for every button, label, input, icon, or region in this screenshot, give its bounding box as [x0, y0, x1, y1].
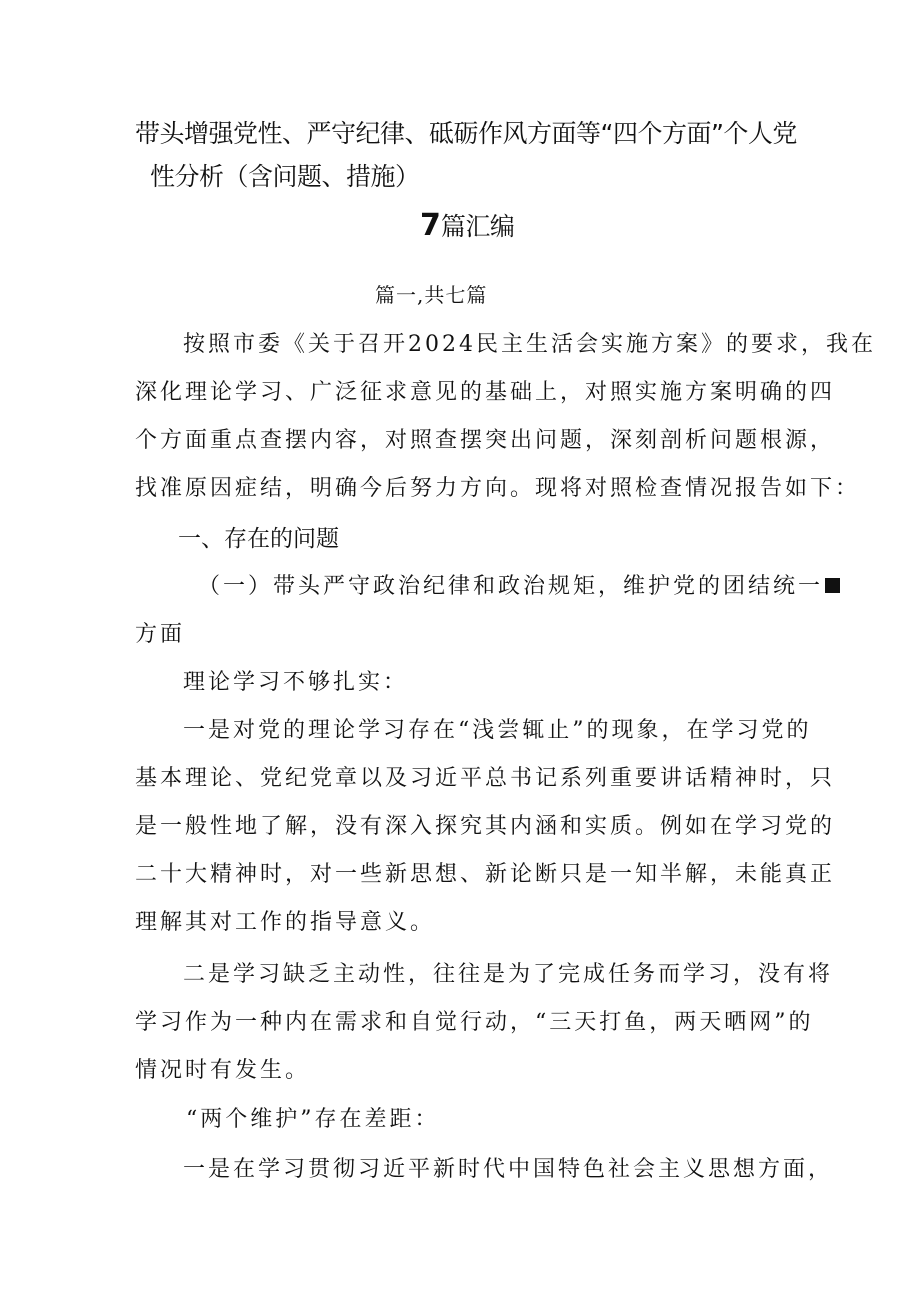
subsection-heading-line-2: 方面	[135, 622, 186, 647]
item-heading: 理论学习不够扎实：	[183, 670, 409, 695]
paragraph-line: 二是学习缺乏主动性，往往是为了完成任务而学习，没有将	[183, 962, 834, 987]
intro-line: 深化理论学习、广泛征求意见的基础上，对照实施方案明确的四	[135, 380, 836, 405]
subsection-heading-text: （一）带头严守政治纪律和政治规矩，维护党的团结统一	[198, 574, 824, 599]
paragraph-line: 理解其对工作的指导意义。	[135, 910, 436, 935]
title-count: 7	[420, 208, 441, 243]
paragraph-line: 是一般性地了解，没有深入探究其内涵和实质。例如在学习党的	[135, 814, 836, 839]
title-suffix: 篇汇编	[440, 212, 515, 241]
paragraph-line: 情况时有发生。	[135, 1058, 311, 1083]
document-title-line-1: 带头增强党性、严守纪律、砥砺作风方面等“四个方面”个人党	[135, 119, 797, 148]
paragraph-line: 学习作为一种内在需求和自觉行动，“三天打鱼，两天晒网”的	[135, 1010, 814, 1035]
subsection-heading-line-1	[198, 569, 840, 600]
section-heading: 一、存在的问题	[178, 526, 339, 552]
paragraph-line: 一是对党的理论学习存在“浅尝辄止”的现象，在学习党的	[183, 718, 812, 743]
paragraph-line: 一是在学习贯彻习近平新时代中国特色社会主义思想方面，	[183, 1157, 834, 1182]
document-title-line-2: 性分析（含问题、措施）	[150, 162, 420, 191]
intro-line: 找准原因症结，明确今后努力方向。现将对照检查情况报告如下：	[135, 476, 861, 501]
intro-line: 按照市委《关于召开2024民主生活会实施方案》的要求，我在	[183, 332, 876, 357]
intro-line: 个方面重点查摆内容，对照查摆突出问题，深刻剖析问题根源，	[135, 428, 836, 453]
item-heading: “两个维护”存在差距：	[186, 1107, 440, 1132]
paragraph-line: 二十大精神时，对一些新思想、新论断只是一知半解，未能真正	[135, 862, 836, 887]
square-mark-icon	[825, 578, 840, 593]
document-subtitle: 篇一,共七篇	[375, 283, 488, 307]
document-title-line-3	[420, 207, 920, 243]
paragraph-line: 基本理论、党纪党章以及习近平总书记系列重要讲话精神时，只	[135, 766, 836, 791]
